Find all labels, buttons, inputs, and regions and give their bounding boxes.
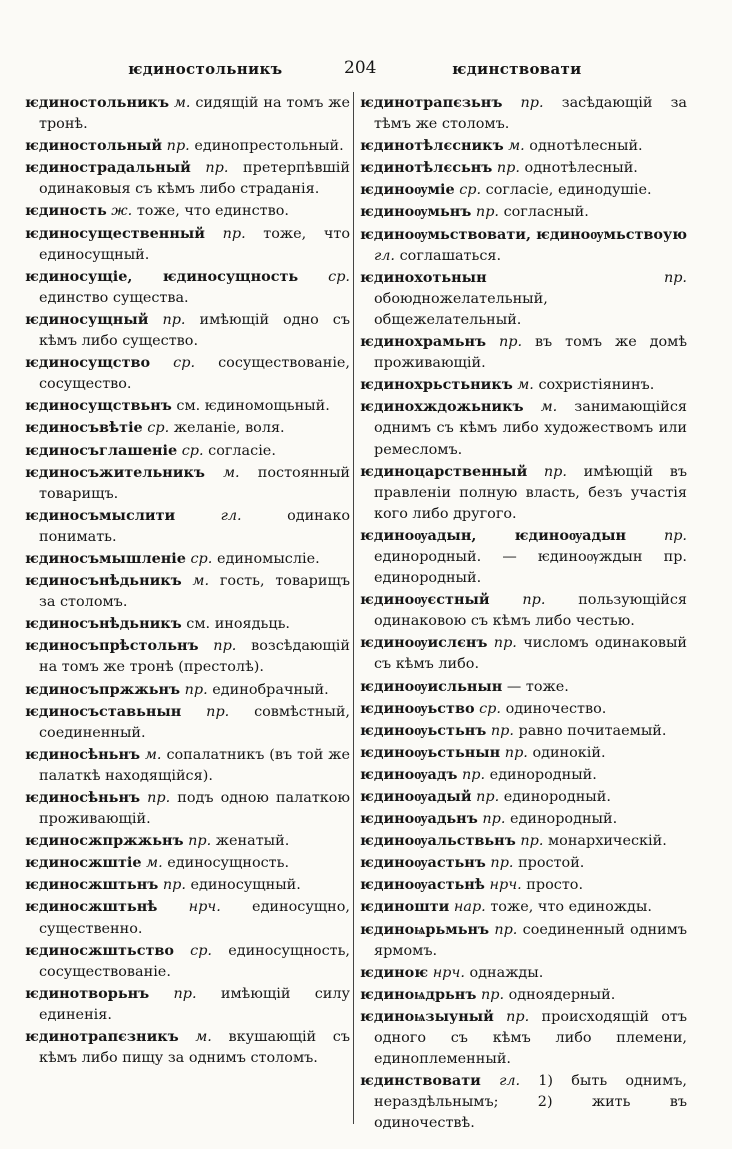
entry-grammar: пр. xyxy=(213,638,237,655)
entry-definition: единородный. xyxy=(489,766,597,783)
entry-headword: ѥдиностольникъ xyxy=(25,94,170,111)
entry-headword: ѥдиноѹальствьнъ xyxy=(360,832,516,850)
entry-grammar: ср. xyxy=(181,442,204,459)
entry-headword: ѥдинотрапєзьнъ xyxy=(360,94,503,111)
entry-definition: одинокій. xyxy=(532,744,606,761)
entry-grammar: пр. xyxy=(490,855,514,872)
entry-grammar: пр. xyxy=(506,1008,530,1025)
dictionary-entry xyxy=(25,940,350,983)
entry-grammar: пр. xyxy=(522,592,546,609)
entry-headword: ѥдиносжштіе xyxy=(25,854,142,872)
entry-definition: сопалатникъ (въ той же палаткѣ находящійся). xyxy=(39,746,351,784)
entry-definition: имѣющій одно съ кѣмъ либо существо. xyxy=(39,311,350,350)
entry-headword: ѥдиносъставьнын xyxy=(25,702,182,720)
dictionary-entry xyxy=(360,179,687,201)
entry-grammar: пр. xyxy=(162,877,186,894)
entry-definition: согласіе, единодушіе. xyxy=(485,182,652,199)
entry-headword: ѥдиноѹисльнын xyxy=(360,677,503,695)
dictionary-entry xyxy=(360,764,687,786)
entry-definition: женатый. xyxy=(215,833,290,850)
entry-definition: однотѣлесный. xyxy=(524,160,638,177)
column-divider xyxy=(353,92,354,1124)
dictionary-entry xyxy=(25,200,350,222)
entry-definition: желаніе, воля. xyxy=(173,420,285,437)
dictionary-entry xyxy=(360,157,687,179)
dictionary-entry xyxy=(360,874,687,896)
entry-grammar: пр. xyxy=(476,789,500,805)
entry-grammar: ср. xyxy=(190,550,213,567)
dictionary-entry xyxy=(360,525,687,589)
entry-headword: ѥдиносущественный xyxy=(25,224,205,242)
dictionary-entry xyxy=(360,632,687,675)
entry-definition: происходящій отъ одного съ кѣмъ либо племени, единоплеменный. xyxy=(374,1008,687,1068)
entry-headword: ѥдиноѹадьнъ xyxy=(360,810,478,828)
dictionary-entry xyxy=(360,720,687,742)
entry-headword: ѥдиноѹислєнъ xyxy=(360,634,488,652)
entry-headword: ѥдиноѹьство xyxy=(360,699,475,717)
entry-headword: ѥдиноѩзыуный xyxy=(360,1007,494,1025)
entry-grammar: ср. xyxy=(190,942,213,959)
entry-definition: пользующійся одинаковою съ кѣмъ либо честью. xyxy=(374,592,687,630)
entry-headword: ѥдиносъвѣтіе xyxy=(25,419,143,437)
dictionary-entry xyxy=(25,135,350,157)
entry-grammar: нрч. xyxy=(188,899,221,916)
entry-headword: ѥдиносънѣдьникъ xyxy=(25,615,182,633)
entry-grammar: м. xyxy=(517,377,534,394)
entry-definition: однотѣлесный. xyxy=(529,138,643,155)
entry-headword: ѥдиносъжительникъ xyxy=(25,463,205,481)
entry-definition: соединенный однимъ ярмомъ. xyxy=(374,921,687,959)
dictionary-entry xyxy=(25,440,350,462)
entry-headword: ѥдиношти xyxy=(360,898,450,916)
entry-definition: просто. xyxy=(526,877,584,894)
entry-grammar: пр. xyxy=(543,463,567,480)
entry-definition: совмѣстный, соединенный. xyxy=(39,703,351,741)
entry-headword: ѥдиноѹадын, ѥдиноѹадын xyxy=(360,526,627,544)
entry-definition: имѣющій силу единенія. xyxy=(39,985,351,1023)
entry-grammar: гл. xyxy=(499,1073,521,1090)
entry-definition: единопрестольный. xyxy=(194,138,344,155)
dictionary-entry xyxy=(25,852,350,874)
header-left-headword: ѥдиностольникъ xyxy=(128,60,283,78)
entry-definition: претерпѣвшій одинаковыя съ кѣмъ либо страданія. xyxy=(39,160,350,198)
dictionary-entry xyxy=(360,374,687,396)
entry-definition: въ томъ же домѣ проживающій. xyxy=(374,334,688,372)
entry-grammar: пр. xyxy=(173,985,197,1002)
entry-definition: единосущный. xyxy=(190,877,301,894)
entry-definition: постоянный товарищъ. xyxy=(39,464,350,502)
entry-definition: тоже, что единство. xyxy=(136,203,289,220)
entry-grammar: м. xyxy=(195,1029,212,1046)
entry-definition: обоюдножелательный, общежелательный. xyxy=(374,290,548,328)
entry-headword: ѥдиноцарственный xyxy=(360,462,528,480)
entry-grammar: пр. xyxy=(663,527,687,544)
dictionary-entry xyxy=(25,983,350,1026)
entry-grammar: пр. xyxy=(147,790,171,806)
dictionary-entry xyxy=(25,787,350,830)
entry-headword: ѥдиносѣньнъ xyxy=(25,745,141,763)
entry-definition: см. иноядьць. xyxy=(186,616,290,633)
entry-grammar: пр. xyxy=(475,204,499,221)
entry-grammar: пр. xyxy=(206,703,230,720)
entry-grammar: м. xyxy=(173,95,191,111)
dictionary-entry xyxy=(360,808,687,830)
entry-definition: согласный. xyxy=(503,204,589,221)
entry-headword: ѥдиноѥ xyxy=(360,963,429,981)
entry-headword: ѥдинохотьнын xyxy=(360,268,487,286)
dictionary-entry xyxy=(25,635,350,678)
entry-headword: ѥдинохрамьнъ xyxy=(360,333,487,351)
entry-headword: ѥдиноѹєстный xyxy=(360,591,490,609)
entry-headword: ѥдиноѹмьнъ xyxy=(360,203,472,221)
entry-headword: ѥдиностольный xyxy=(25,137,163,155)
entry-grammar: м. xyxy=(146,855,163,872)
entry-grammar: пр. xyxy=(482,811,506,828)
entry-grammar: ж. xyxy=(111,203,133,220)
entry-headword: ѥдиноѹміе xyxy=(360,181,455,199)
entry-grammar: пр. xyxy=(205,160,229,177)
dictionary-entry xyxy=(25,309,350,352)
entry-grammar: м. xyxy=(144,746,162,763)
entry-grammar: м. xyxy=(508,138,525,155)
entry-headword: ѥдиносжпржжьнъ xyxy=(25,832,184,850)
dictionary-entry xyxy=(360,698,687,720)
entry-grammar: пр. xyxy=(496,160,520,177)
dictionary-entry xyxy=(25,417,350,439)
dictionary-entry xyxy=(360,1070,687,1134)
entry-definition: единородный. — ѥдиноѹждын пр. единородный. xyxy=(374,548,687,587)
dictionary-entry xyxy=(25,701,350,744)
running-header xyxy=(0,58,732,82)
entry-grammar: пр. xyxy=(498,334,523,351)
dictionary-entry xyxy=(25,548,350,570)
entry-grammar: пр. xyxy=(480,986,505,1003)
entry-grammar: пр. xyxy=(462,766,486,783)
entry-definition: вкушающій съ кѣмъ либо пищу за однимъ столомъ. xyxy=(39,1029,351,1067)
entry-grammar: ср. xyxy=(328,268,350,285)
entry-grammar: ср. xyxy=(479,700,501,717)
dictionary-entry xyxy=(360,962,687,984)
entry-headword: ѥдиносѣньнъ xyxy=(25,789,141,806)
dictionary-entry xyxy=(25,830,350,852)
entry-headword: ѥдиносущіе, ѥдиносущность xyxy=(25,267,299,285)
entry-definition: простой. xyxy=(518,855,585,872)
dictionary-entry xyxy=(360,461,687,525)
entry-grammar: пр. xyxy=(188,833,212,850)
dictionary-entry xyxy=(360,331,687,374)
entry-headword: ѥдиносущство xyxy=(25,354,151,372)
entry-definition: единомысліе. xyxy=(216,550,320,567)
entry-grammar: ср. xyxy=(147,420,170,437)
entry-headword: ѥдинохрьстьникъ xyxy=(360,376,513,394)
entry-grammar: нрч. xyxy=(489,877,522,894)
entry-headword: ѥдинострадальный xyxy=(25,159,191,177)
dictionary-entry xyxy=(360,135,687,157)
dictionary-entry xyxy=(360,224,687,267)
dictionary-entry xyxy=(25,679,350,701)
entry-definition: единородный. xyxy=(503,789,611,805)
entry-grammar: гл. xyxy=(374,247,396,264)
entry-definition: сидящій на томъ же тронѣ. xyxy=(39,95,351,133)
dictionary-entry xyxy=(360,852,687,874)
dictionary-entry xyxy=(25,157,350,200)
entry-grammar: нар. xyxy=(453,899,486,916)
dictionary-entry xyxy=(360,984,687,1006)
entry-headword: ѥдиноѩдрьнъ xyxy=(360,985,477,1003)
entry-headword: ѥдиноѹьстьнъ xyxy=(360,721,487,739)
entry-definition: монархическій. xyxy=(547,833,667,850)
entry-definition: тоже, что единосущный. xyxy=(39,225,350,263)
entry-headword: ѥдиносжштьство xyxy=(25,941,174,959)
entry-definition: согласіе. xyxy=(208,442,276,459)
entry-headword: ѥдиносъмыслити xyxy=(25,506,176,524)
dictionary-entry xyxy=(360,830,687,852)
entry-definition: см. ѥдиномощьный. xyxy=(176,398,330,415)
entry-definition: единство существа. xyxy=(39,289,189,306)
dictionary-entry xyxy=(360,919,687,962)
entry-definition: единосущность. xyxy=(167,855,290,872)
entry-headword: ѥдиноѹмьствовати, ѥдиноѹмьствоую xyxy=(360,225,687,243)
entry-headword: ѥдиносъпрѣстольнъ xyxy=(25,637,199,655)
entry-headword: ѥдинотрапєзникъ xyxy=(25,1028,179,1046)
entry-headword: ѥдиноѹадъ xyxy=(360,765,458,783)
entry-grammar: м. xyxy=(223,464,240,481)
dictionary-entry xyxy=(25,352,350,395)
entry-definition: занимающійся однимъ съ кѣмъ либо художествомъ или ремесломъ. xyxy=(374,399,688,458)
entry-grammar: ср. xyxy=(173,355,196,372)
entry-definition: сохристіянинъ. xyxy=(538,377,655,394)
dictionary-entry xyxy=(360,589,687,632)
entry-grammar: м. xyxy=(192,573,210,590)
entry-headword: ѥдинотѣлєсникъ xyxy=(360,137,504,155)
entry-headword: ѥдинотворьнъ xyxy=(25,984,150,1002)
entry-grammar: пр. xyxy=(494,921,518,938)
dictionary-entry xyxy=(25,92,350,135)
entry-definition: тоже, что единожды. xyxy=(490,899,652,916)
entry-headword: ѥдиносжштьнъ xyxy=(25,876,159,894)
entry-definition: соглашаться. xyxy=(399,247,502,264)
entry-definition: одноядерный. xyxy=(508,986,616,1003)
dictionary-entry xyxy=(25,570,350,613)
dictionary-entry xyxy=(360,896,687,918)
dictionary-entry xyxy=(25,896,350,939)
dictionary-entry xyxy=(360,267,687,331)
entry-headword: ѥдинствовати xyxy=(360,1072,481,1090)
entry-headword: ѥдиноѹастьнѣ xyxy=(360,876,485,894)
entry-headword: ѥдиноѩрьмьнъ xyxy=(360,920,490,938)
dictionary-entry xyxy=(360,786,687,808)
entry-definition: засѣдающій за тѣмъ же столомъ. xyxy=(374,95,688,133)
entry-definition: гость, товарищъ за столомъ. xyxy=(39,573,350,611)
entry-grammar: ср. xyxy=(459,182,482,199)
dictionary-entry xyxy=(25,266,350,309)
entry-definition: одиночество. xyxy=(505,700,607,717)
dictionary-entry xyxy=(25,395,350,417)
entry-headword: ѥдиноѹастьнъ xyxy=(360,854,486,872)
dictionary-entry xyxy=(25,744,350,787)
entry-definition: — тоже. xyxy=(506,678,569,695)
entry-definition: единородный. xyxy=(509,811,618,828)
entry-headword: ѥдиносжштьнѣ xyxy=(25,898,158,916)
entry-headword: ѥдиносущствьнъ xyxy=(25,397,172,415)
dictionary-entry xyxy=(25,1026,350,1069)
entry-definition: единосущно, существенно. xyxy=(39,899,351,937)
entry-grammar: нрч. xyxy=(432,964,465,981)
dictionary-entry xyxy=(360,1006,687,1070)
entry-definition: единобрачный. xyxy=(212,681,329,698)
page-number: 204 xyxy=(344,58,377,78)
entry-definition: числомъ одинаковый съ кѣмъ либо. xyxy=(374,635,688,673)
dictionary-entry xyxy=(360,92,687,135)
dictionary-entry xyxy=(360,676,687,698)
entry-grammar: пр. xyxy=(162,311,186,328)
dictionary-entry xyxy=(360,201,687,223)
entry-headword: ѥдиносънѣдьникъ xyxy=(25,572,182,590)
entry-grammar: пр. xyxy=(166,138,190,155)
entry-headword: ѥдинохждожьникъ xyxy=(360,398,524,416)
dictionary-entry xyxy=(25,613,350,635)
entry-definition: подъ одною палаткою проживающій. xyxy=(39,790,350,828)
entry-grammar: пр. xyxy=(493,635,517,652)
dictionary-entry xyxy=(25,874,350,896)
left-column xyxy=(25,92,350,1069)
entry-grammar: м. xyxy=(540,399,558,416)
entry-grammar: пр. xyxy=(222,225,246,242)
entry-grammar: пр. xyxy=(490,722,514,739)
entry-grammar: гл. xyxy=(220,507,242,524)
entry-grammar: пр. xyxy=(184,681,208,698)
entry-headword: ѥдиносъмышленіе xyxy=(25,549,186,567)
entry-headword: ѥдинотѣлєсьнъ xyxy=(360,159,493,177)
dictionary-entry xyxy=(25,505,350,548)
header-right-headword: ѥдинствовати xyxy=(452,60,582,78)
entry-headword: ѥдиноѹадый xyxy=(360,788,472,805)
entry-definition: равно почитаемый. xyxy=(518,722,667,739)
entry-grammar: пр. xyxy=(520,833,544,850)
dictionary-entry xyxy=(25,223,350,266)
entry-definition: одинако понимать. xyxy=(39,507,351,545)
entry-headword: ѥдиность xyxy=(25,202,107,220)
entry-grammar: пр. xyxy=(663,269,687,286)
entry-definition: однажды. xyxy=(469,964,544,981)
entry-definition: единосущность, сосуществованіе. xyxy=(39,942,351,980)
entry-grammar: пр. xyxy=(520,95,544,111)
entry-definition: имѣющій въ правленіи полную власть, безъ участія кого либо другого. xyxy=(374,463,687,522)
entry-headword: ѥдиносъпржжьнъ xyxy=(25,680,181,698)
dictionary-entry xyxy=(360,396,687,460)
entry-definition: возсѣдающій на томъ же тронѣ (престолѣ). xyxy=(39,638,351,676)
entry-definition: 1) быть однимъ, нераздѣльнымъ; 2) жить въ одиночествѣ. xyxy=(374,1073,687,1132)
entry-grammar: пр. xyxy=(504,744,528,761)
entry-headword: ѥдиноѹьстьнын xyxy=(360,743,501,761)
right-column xyxy=(360,92,687,1135)
entry-headword: ѥдиносущный xyxy=(25,310,149,328)
entry-definition: сосуществованіе, сосущество. xyxy=(39,355,351,393)
dictionary-entry xyxy=(360,742,687,764)
entry-headword: ѥдиносъглашеніе xyxy=(25,441,178,459)
dictionary-entry xyxy=(25,462,350,505)
